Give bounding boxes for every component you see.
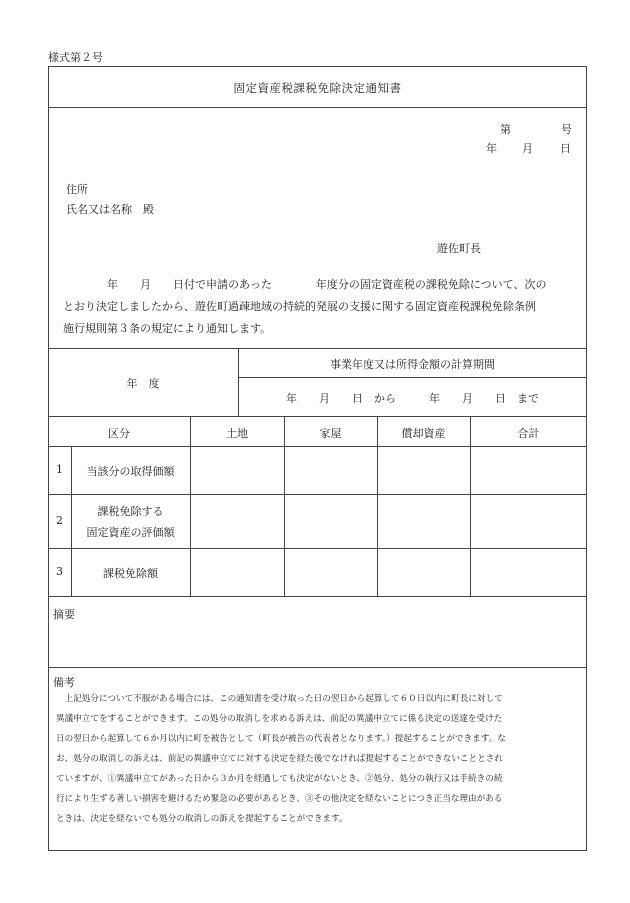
header-depreciable: 償却資産 <box>401 427 446 440</box>
row-number: 1 <box>56 463 63 476</box>
notice-line: 施行規則第３条の規定により通知します。 <box>63 322 272 335</box>
rule-asset-row2 <box>48 548 587 549</box>
period-header: 事業年度又は所得金額の計算期間 <box>330 358 495 371</box>
rule-asset-row3 <box>48 596 587 597</box>
rule-period-bottom <box>48 416 587 417</box>
notice-body <box>63 274 575 340</box>
row-number: 3 <box>56 565 63 578</box>
rule-summary <box>48 667 587 668</box>
header-total: 合計 <box>517 427 540 440</box>
notice-line: 年 月 日付で申請のあった 年度分の固定資産税の課税免除について、次の <box>85 278 547 291</box>
address-label: 住所 <box>66 183 88 196</box>
rule-title <box>48 107 587 108</box>
header-land: 土地 <box>226 427 248 440</box>
rule-asset-row1 <box>48 494 587 495</box>
notice-line: とおり決定しましたから、遊佐町過疎地域の持続的発展の支援に関する固定資産税課税免除条例 <box>63 300 536 313</box>
rule-col-4 <box>470 416 471 596</box>
name-label: 氏名又は名称 殿 <box>66 203 154 216</box>
remarks-label: 備考 <box>53 676 75 689</box>
remarks-text <box>56 689 580 829</box>
doc-number-dai: 第 <box>500 123 511 136</box>
form-number: 様式第２号 <box>48 51 103 64</box>
rule-col-3 <box>377 416 378 596</box>
date-month: 月 <box>522 142 533 155</box>
remarks-line: 上記処分について不服がある場合には、この通知書を受け取った日の翌日から起算して６０日以内に町長に対して <box>56 694 503 704</box>
row-label: 課税免除する <box>97 505 164 518</box>
remarks-line: ときは、決定を経ないでも処分の取消しの訴えを提起することができます。 <box>56 814 348 824</box>
rule-asset-header <box>48 446 587 447</box>
remarks-line: 異議申立てをすることができます。この処分の取消しを求める訴えは、前記の異議申立てに係る決定の送達を受けた <box>56 714 503 724</box>
rule-period-mid <box>238 377 587 378</box>
row-number: 2 <box>56 514 63 527</box>
remarks-line: 日の翌日から起算して６か月以内に町を被告として（町長が被告の代表者となります。）提起することができます。な <box>56 734 506 744</box>
row-label: 課税免除額 <box>103 567 158 580</box>
date-year: 年 <box>486 142 497 155</box>
remarks-line: お、処分の取消しの訴えは、前記の異議申立てに対する決定を経た後でなければ提起することができないこととされ <box>56 754 503 764</box>
row-label: 当該分の取得価額 <box>86 465 175 478</box>
document-title: 固定資産税課税免除決定通知書 <box>233 81 402 95</box>
remarks-line: 行により生ずる著しい損害を避けるため緊急の必要があるとき、③その他決定を経ないことにつき正当な理由がある <box>56 794 503 804</box>
issuer: 遊佐町長 <box>437 242 481 255</box>
header-category: 区分 <box>108 427 130 440</box>
fiscal-year-label: 年 度 <box>126 377 160 390</box>
row-label: 固定資産の評価額 <box>86 526 175 539</box>
rule-body <box>48 348 587 349</box>
date-day: 日 <box>560 142 571 155</box>
period-values: 年 月 日 から 年 月 日 まで <box>286 392 539 405</box>
summary-label: 摘要 <box>53 608 75 621</box>
header-house: 家屋 <box>319 427 342 440</box>
doc-number-go: 号 <box>561 123 572 136</box>
rule-col-1 <box>190 416 191 596</box>
remarks-line: ていますが、①異議申立てがあった日から３か月を経過しても決定がないとき、②処分、処分の執行又は手続きの続 <box>56 774 503 784</box>
rule-col-2 <box>284 416 285 596</box>
